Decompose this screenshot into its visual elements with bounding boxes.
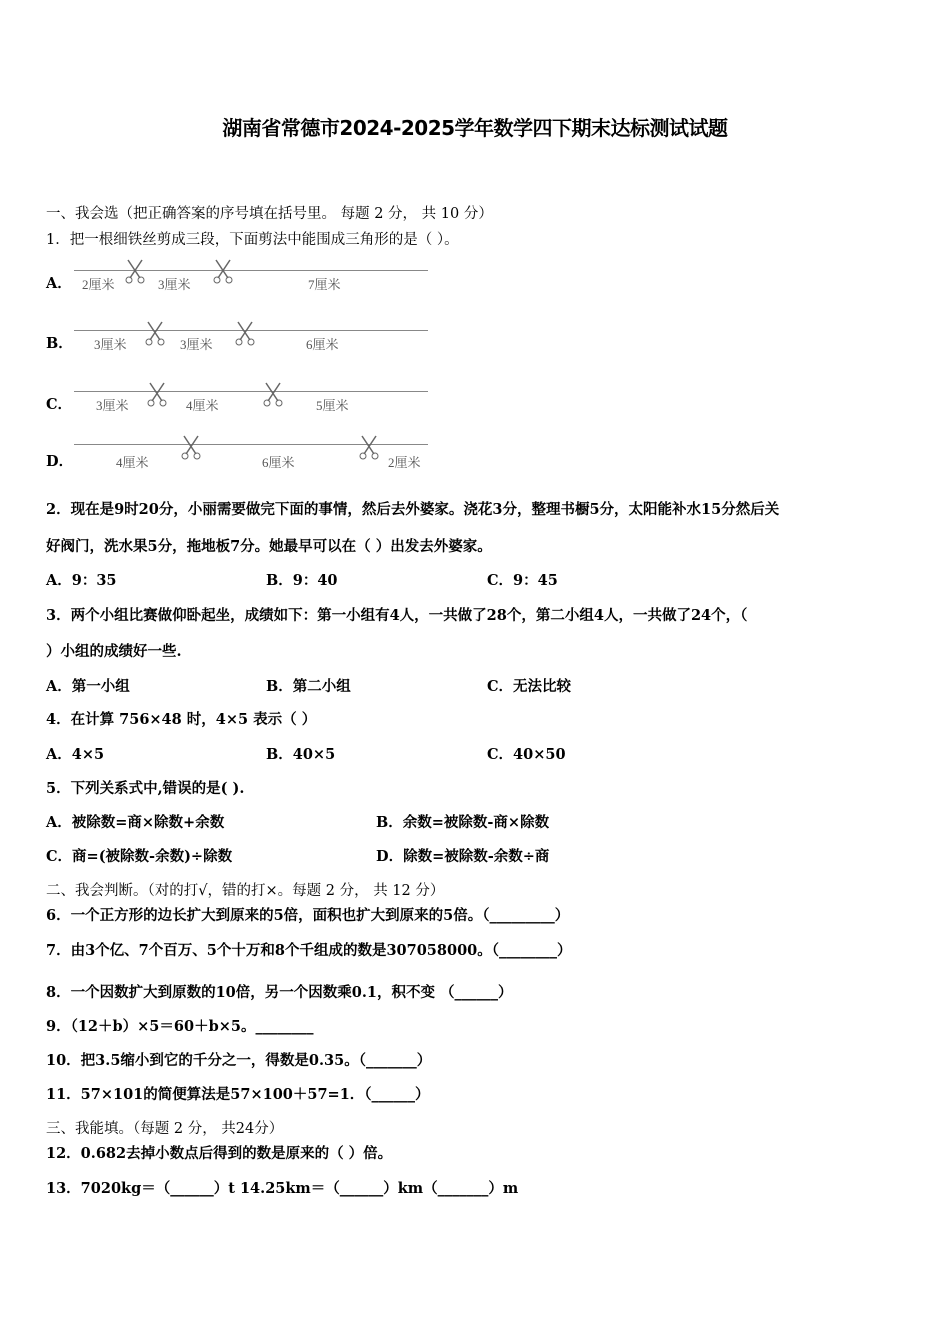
- segment-label: 4厘米: [186, 398, 219, 413]
- q5-option-b[interactable]: B．余数=被除数-商×除数: [376, 814, 550, 831]
- q2-option-c[interactable]: C．9：45: [487, 572, 558, 589]
- scissors-icon: [180, 434, 202, 460]
- q1-option-d[interactable]: [46, 444, 436, 484]
- q4-option-a[interactable]: A．4×5: [46, 746, 105, 763]
- question-4-text: 4．在计算 756×48 时，4×5 表示（ ）: [46, 711, 317, 728]
- segment-label: 3厘米: [96, 398, 129, 413]
- segment-label: 2厘米: [82, 277, 115, 292]
- scissors-icon: [212, 258, 234, 284]
- segment-label: 6厘米: [262, 455, 295, 470]
- q4-option-c[interactable]: C．40×50: [487, 746, 566, 763]
- q5-option-a[interactable]: A．被除数=商×除数+余数: [46, 814, 225, 831]
- question-5-text: 5．下列关系式中,错误的是( ).: [46, 780, 245, 797]
- question-3-line-1: 3．两个小组比赛做仰卧起坐，成绩如下：第一小组有4人，一共做了28个，第二小组4人，一共做了24个，（: [46, 607, 748, 624]
- option-label: C．: [46, 396, 73, 413]
- segment-label: 5厘米: [316, 398, 349, 413]
- scissors-icon: [124, 258, 146, 284]
- option-label: D．: [46, 453, 74, 470]
- question-2-line-1: 2．现在是9时20分，小丽需要做完下面的事情，然后去外婆家。浇花3分，整理书橱5分，太阳能补水15分然后关: [46, 501, 780, 518]
- q5-option-d[interactable]: D．除数=被除数-余数÷商: [376, 848, 550, 865]
- scissors-icon: [234, 320, 256, 346]
- section-3-header: 三、我能填。（每题 2 分， 共24分）: [46, 1121, 284, 1137]
- q3-option-c[interactable]: C．无法比较: [487, 678, 572, 695]
- q2-option-a[interactable]: A．9：35: [46, 572, 117, 589]
- segment-label: 4厘米: [116, 455, 149, 470]
- wire-line: [74, 391, 428, 392]
- segment-label: 3厘米: [180, 337, 213, 352]
- question-13-text: 13．7020kg＝（______）t 14.25km＝（______）km（_______）m: [46, 1180, 519, 1197]
- option-label: B．: [46, 335, 73, 352]
- scissors-icon: [358, 434, 380, 460]
- question-1-text: 1．把一根细铁丝剪成三段，下面剪法中能围成三角形的是（ ）。: [46, 232, 459, 248]
- q2-option-b[interactable]: B．9：40: [266, 572, 338, 589]
- segment-label: 3厘米: [94, 337, 127, 352]
- q1-option-c[interactable]: [46, 389, 436, 429]
- question-11-text: 11．57×101的简便算法是57×100＋57=1．（______）: [46, 1086, 430, 1103]
- q1-option-b[interactable]: [46, 328, 436, 368]
- segment-label: 3厘米: [158, 277, 191, 292]
- q4-option-b[interactable]: B．40×5: [266, 746, 336, 763]
- section-1-header: 一、我会选（把正确答案的序号填在括号里。 每题 2 分， 共 10 分）: [46, 206, 493, 222]
- q3-option-b[interactable]: B．第二小组: [266, 678, 351, 695]
- question-7-text: 7．由3个亿、7个百万、5个十万和8个千组成的数是307058000。（________）: [46, 942, 572, 959]
- question-10-text: 10．把3.5缩小到它的千分之一，得数是0.35。（_______）: [46, 1052, 432, 1069]
- segment-label: 6厘米: [306, 337, 339, 352]
- question-12-text: 12．0.682去掉小数点后得到的数是原来的（ ）倍。: [46, 1145, 393, 1162]
- question-3-line-2: ）小组的成绩好一些.: [46, 643, 182, 660]
- segment-label: 7厘米: [308, 277, 341, 292]
- segment-label: 2厘米: [388, 455, 421, 470]
- q5-option-c[interactable]: C．商=(被除数-余数)÷除数: [46, 848, 233, 865]
- question-2-line-2: 好阀门，洗水果5分，拖地板7分。她最早可以在（ ）出发去外婆家。: [46, 538, 492, 555]
- q1-option-a[interactable]: [46, 268, 436, 308]
- section-2-header: 二、我会判断。（对的打√，错的打×。每题 2 分， 共 12 分）: [46, 883, 445, 899]
- q3-option-a[interactable]: A．第一小组: [46, 678, 130, 695]
- question-9-text: 9．（12＋b）×5＝60＋b×5。________: [46, 1018, 314, 1035]
- question-8-text: 8．一个因数扩大到原数的10倍，另一个因数乘0.1，积不变 （______）: [46, 984, 513, 1001]
- scissors-icon: [144, 320, 166, 346]
- scissors-icon: [146, 381, 168, 407]
- scissors-icon: [262, 381, 284, 407]
- option-label: A．: [46, 275, 72, 292]
- question-6-text: 6．一个正方形的边长扩大到原来的5倍，面积也扩大到原来的5倍。（_________）: [46, 907, 570, 924]
- page-title: 湖南省常德市2024-2025学年数学四下期末达标测试试题: [222, 116, 728, 140]
